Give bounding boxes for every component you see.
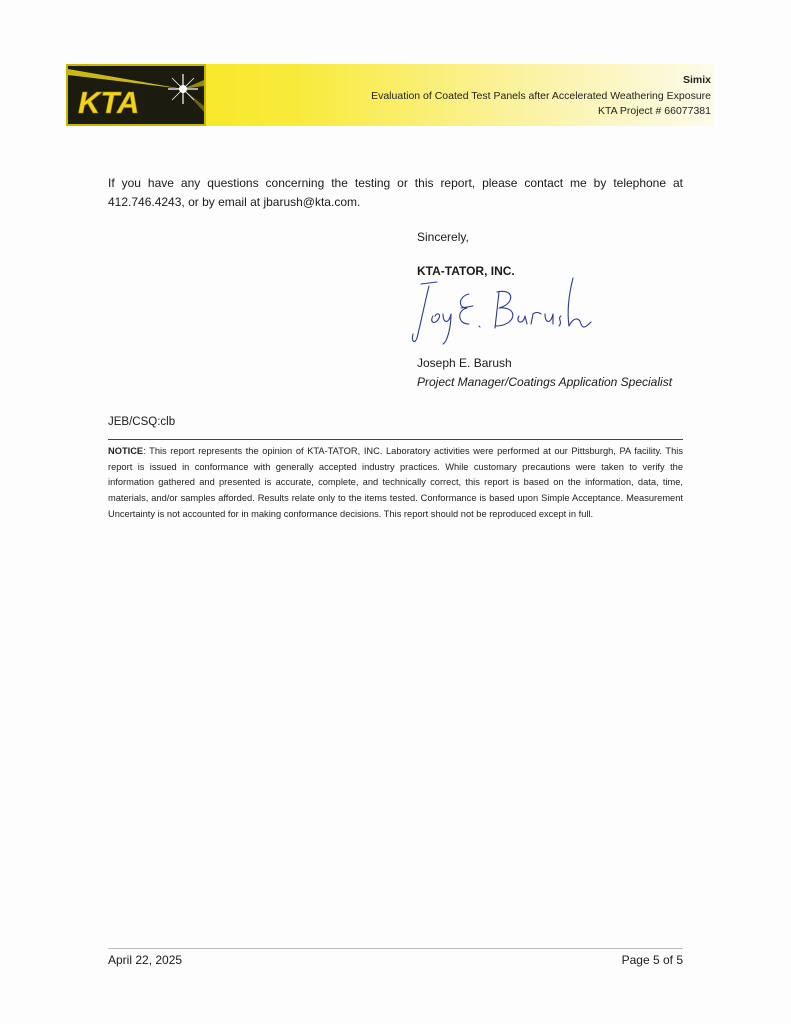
client-name: Simix (682, 74, 711, 86)
signer-title: Project Manager/Coatings Application Specialist (417, 375, 673, 389)
header-info (371, 73, 711, 120)
company-name: KTA-TATOR, INC. (417, 264, 515, 278)
signer-name: Joseph E. Barush (417, 356, 512, 370)
project-number: KTA Project # 66077381 (597, 105, 711, 117)
notice-divider (108, 439, 683, 440)
kta-logo (66, 64, 206, 126)
closing-text: Sincerely, (417, 230, 469, 244)
page-number: Page 5 of 5 (621, 953, 683, 967)
contact-paragraph: If you have any questions concerning the testing or this report, please contact me by telephone at 412.746.4243, or by email at jbarush@kta.com. (108, 176, 683, 209)
report-title: Evaluation of Coated Test Panels after Accelerated Weathering Exposure (371, 89, 711, 102)
star-burst-icon (168, 74, 198, 104)
footer-divider (108, 948, 683, 949)
kta-logo-graphic (68, 66, 204, 124)
notice-paragraph (108, 444, 683, 523)
logo-text: KTA (78, 85, 140, 120)
footer-date: April 22, 2025 (108, 953, 183, 967)
notice-text: : This report represents the opinion of KTA-TATOR, INC. Laboratory activities were performed at our Pittsburgh, PA facility. This report is issued in conformance with generally accepted industry practices. While customary precautions were taken to verify the information gathered and presented is accurate, complete, and technically correct, this report is based on the information, data, time, materials, and/or samples afforded. Results relate only to the items tested. Conformance is based upon Simple Acceptance. Measurement Uncertainty is not accounted for in making conformance decisions. This report should not be reproduced except in full. (108, 446, 683, 519)
reference-initials: JEB/CSQ:clb (108, 416, 176, 428)
notice-label: NOTICE (108, 446, 144, 456)
handwritten-signature (411, 272, 611, 350)
